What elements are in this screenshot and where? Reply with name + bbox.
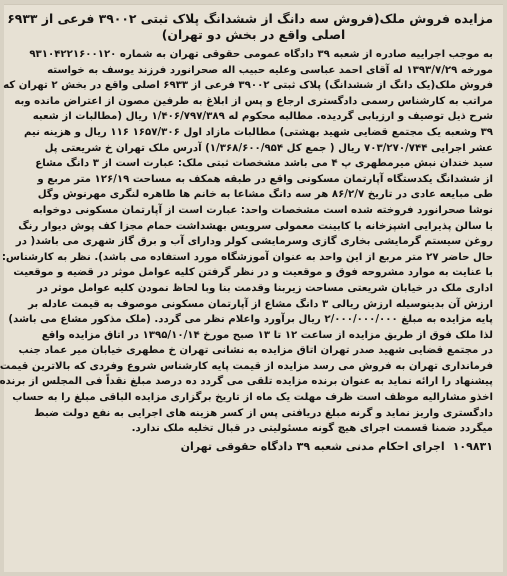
- notice-body-line: میگردد ضمنا قسمت اجرای هیچ گونه مسئولیتی در قبال تخلیه ملک ندارد.: [131, 423, 493, 435]
- notice-body-line: به موجب اجراییه صادره از شعبه ۳۹ دادگاه عمومی حقوقی تهران به شماره ۹۳۱۰۴۲۲۱۶۰۰۱۲۰: [29, 49, 493, 60]
- notice-body-line: روغن سیستم گرمایشی بخاری گازی وسرمایشی کولر ودارای آب و برق گاز شهری می باشد( در: [15, 236, 493, 248]
- notice-body-line: دادگستری واریز نماید و گرنه مبلغ دریافتی پس از کسر هزینه های اجرایی به نفع دولت ضبط: [34, 407, 493, 419]
- notice-body-line: طی مبایعه عادی در تاریخ ۸۶/۲/۷ هر سه دانگ مشاعا به خانم ها طاهره لنگری مهرنوش وگل: [37, 189, 493, 201]
- notice-body-line: با عنایت به موارد مشروحه فوق و موقعیت و در نظر گرفتن کلیه عوامل موثر در قضیه و موقعیت: [13, 267, 493, 279]
- notice-footer: [14, 439, 493, 455]
- notice-body-line: نوشا صحرانورد فروخته شده است مشخصات واحد: عبارت است از آپارتمان مسکونی دوخوابه: [32, 204, 493, 216]
- notice-body-line: پایه مزایده به مبلغ ۲/۰۰۰/۰۰۰/۰۰۰ ریال برآورد واعلام نظر می گردد. (ملک مذکور مشاع می باشد): [8, 314, 493, 326]
- newspaper-notice: [0, 4, 503, 572]
- notice-body-line: مورخه ۱۳۹۳/۷/۲۹ له آقای احمد عباسی وعلیه حبیب اله صحرانورد فرزند یوسف به خواسته: [47, 64, 493, 76]
- notice-body-line: اخذو مشارالیه موظف است ظرف مهلت یک ماه از تاریخ برگزاری مزایده الباقی مبلغ را به حساب: [12, 392, 493, 404]
- notice-body-line: لذا ملک فوق از طریق مزایده از ساعت ۱۲ تا ۱۳ صبح مورخ ۱۳۹۵/۱۰/۱۴ در اتاق مزایده واقع: [41, 329, 493, 341]
- notice-body-line: با سالن پذیرایی اشپزخانه با کابینت معمولی سرویس بهشداشت حمام مجزا کف پوش دیوار رنگ: [18, 220, 493, 232]
- notice-body-line: عشر اجرایی ۷۰۳/۲۷۰/۷۴۴ ریال ( جمع کل ۱/۳۶۸/۶۰۰/۹۵۴) آدرس ملک تهران خ شریعتی پل: [44, 142, 493, 154]
- notice-title-line-1: مزایده فروش ملک(فروش سه دانگ از ششدانگ پلاک ثبتی ۳۹۰۰۲ فرعی از ۶۹۳۳: [7, 11, 493, 26]
- notice-body-line: سید خندان نبش میرمطهری پ ۴ می باشد مشخصات ثبتی ملک: عبارت است از ۳ دانگ مشاع: [35, 158, 493, 170]
- notice-body: [0, 47, 493, 437]
- notice-body-line: اداری ملک در خیابان شریعتی مساحت زیربنا وقدمت بنا وبا لحاظ نمودن کلیه عوامل موثر در: [36, 282, 493, 294]
- notice-body-line: در مجتمع قضایی شهید صدر تهران اتاق مزایده به نشانی تهران خ مطهری خیابان میر عماد جنب: [18, 345, 493, 357]
- notice-body-line: فروش ملک(یک دانگ از ششدانگ) پلاک ثبتی ۳۹۰۰۲ فرعی از ۶۹۳۳ اصلی واقع در بخش ۲ تهران که: [3, 80, 493, 92]
- notice-title: [7, 11, 493, 43]
- notice-body-line: از ششدانگ یکدستگاه آپارتمان مسکونی واقع در طبقه همکف به مساحت ۱۲۶/۱۹ متر مربع و: [37, 173, 493, 185]
- notice-title-line-2: اصلی واقع در بخش دو تهران): [161, 27, 346, 42]
- notice-body-line: مراتب به کارشناس رسمی دادگستری ارجاع و پس از ابلاغ به طرفین مصون از اعتراض مانده وبه: [14, 95, 493, 107]
- issuing-authority: اجرای احکام مدنی شعبه ۳۹ دادگاه حقوقی تهران: [180, 439, 445, 453]
- notice-body-line: شرح ذیل توصیف و ارزیابی گردیده. مطالبه محکوم له ۱/۴۰۶/۷۹۷/۳۸۹ ریال (مطالبات از شعبه: [32, 111, 493, 123]
- notice-body-line: حال حاضر ۲۷ متر مربع از این واحد به عنوان آموزشگاه مورد استفاده می باشد). نظر به کارشناس:: [1, 251, 493, 263]
- notice-body-line: ۳۹ وشعبه یک مجتمع قضایی شهید بهشتی) مطالبات مازاد اول ۱۶۵۷/۳۰۶ ۱۱۶ ریال و هزینه نیم: [23, 126, 493, 138]
- notice-body-line: فرمانداری تهران به فروش می رسد مزایده از قیمت پایه کارشناس شروع وفردی که بالاترین قیمت: [0, 360, 493, 372]
- notice-reference-number: ۱۰۹۸۳۱: [452, 439, 493, 453]
- notice-body-line: پیشنهاد را ارائه نماید به عنوان برنده مزایده تلقی می گردد ده درصد مبلغ نقداً فی المجلس از برنده: [0, 376, 493, 388]
- notice-body-line: ارزش آن بدینوسیله ارزش ریالی ۳ دانگ مشاع از آپارتمان مسکونی موصوف به قیمت عادله بر: [28, 298, 493, 310]
